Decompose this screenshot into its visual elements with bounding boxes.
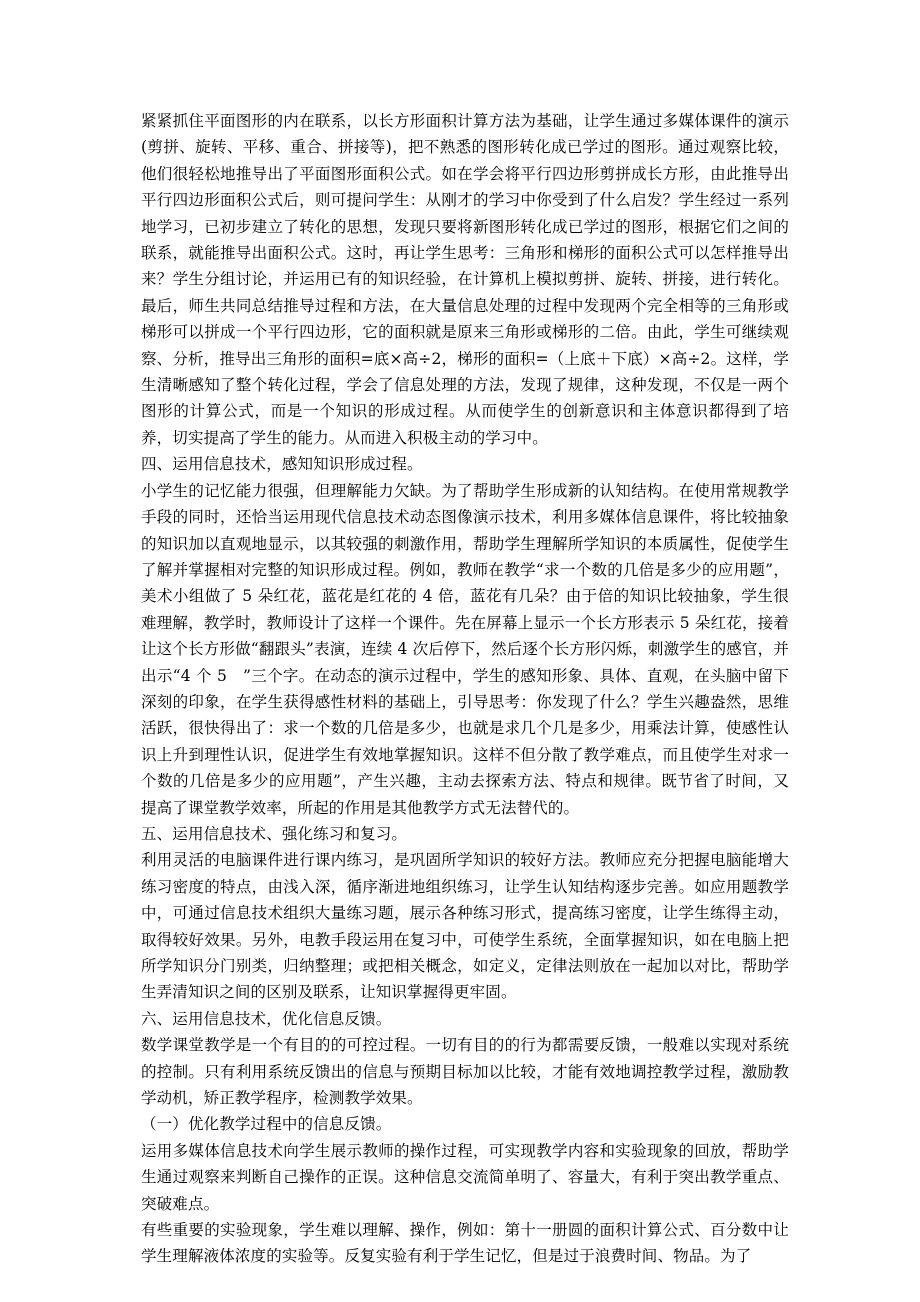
paragraph-experiments: 有些重要的实验现象，学生难以理解、操作，例如：第十一册圆的面积计算公式、百分数中让学生理解液体浓度的实验等。反复实验有利于学生记忆，但是过于浪费时间、物品。为了	[141, 1221, 789, 1266]
section-heading-5: 五、运用信息技术、强化练习和复习。	[141, 824, 408, 843]
paragraph-feedback: 数学课堂教学是一个有目的的可控过程。一切有目的的行为都需要反馈，一般难以实现对系统的控制。只有利用系统反馈出的信息与预期目标加以比较，才能有效地调控教学过程，激励教学动机，矫正教学程序，检测教学效果。	[141, 1036, 789, 1108]
section-heading-6: 六、运用信息技术，优化信息反馈。	[141, 1009, 392, 1028]
paragraph-transformation-method: 紧紧抓住平面图形的内在联系，以长方形面积计算方法为基础，让学生通过多媒体课件的演示 (剪拼、旋转、平移、重合、拼接等)，把不熟悉的图形转化成已学过的图形。通过观察比较，他们很轻松地推导出了平面图形面积公式。如在学会将平行四边形剪拼成长方形，由此推导出平行四边形面积公式后，则可提问学生：从刚才的学习中你受到了什么启发？学生经过一系列地学习，已初步建立了转化的思想，发现只要将新图形转化成已学过的图形，根据它们之间的联系，就能推导出面积公式。这时，再让学生思考：三角形和梯形的面积公式可以怎样推导出来？学生分组讨论，并运用已有的知识经验，在计算机上模拟剪拼、旋转、拼接，进行转化。最后，师生共同总结推导过程和方法，在大量信息处理的过程中发现两个完全相等的三角形或梯形可以拼成一个平行四边形，它的面积就是原来三角形或梯形的二倍。由此，学生可继续观察、分析，推导出三角形的面积=底×高÷2，梯形的面积=（上底＋下底）×高÷2。这样，学生清晰感知了整个转化过程，学会了信息处理的方法，发现了规律，这种发现，不仅是一两个图形的计算公式，而是一个知识的形成过程。从而使学生的创新意识和主体意识都得到了培养，切实提高了学生的能力。从而进入积极主动的学习中。	[141, 112, 789, 447]
subsection-heading-1: （一）优化教学过程中的信息反馈。	[141, 1115, 392, 1134]
paragraph-multimedia-demo: 运用多媒体信息技术向学生展示教师的操作过程，可实现教学内容和实验现象的回放，帮助学生通过观察来判断自己操作的正误。这种信息交流简单明了、容量大，有利于突出教学重点、突破难点。	[141, 1141, 789, 1213]
paragraph-knowledge-formation: 小学生的记忆能力很强，但理解能力欠缺。为了帮助学生形成新的认知结构。在使用常规教学手段的同时，还恰当运用现代信息技术动态图像演示技术，利用多媒体信息课件，将比较抽象的知识加以直观地显示，以其较强的刺激作用，帮助学生理解所学知识的本质属性，促使学生了解并掌握相对完整的知识形成过程。例如，教师在教学“求一个数的几倍是多少的应用题”，美术小组做了 5 朵红花，蓝花是红花的 4 倍，蓝花有几朵？由于倍的知识比较抽象，学生很难理解，教学时，教师设计了这样一个课件。先在屏幕上显示一个长方形表示 5 朵红花，接着让这个长方形做“翻跟头”表演，连续 4 次后停下，然后逐个长方形闪烁，刺激学生的感官，并出示“4 个 5 ”三个字。在动态的演示过程中，学生的感知形象、具体、直观，在头脑中留下深刻的印象，在学生获得感性材料的基础上，引导思考：你发现了什么？学生兴趣盎然，思维活跃，很快得出了：求一个数的几倍是多少，也就是求几个几是多少，用乘法计算，使感性认识上升到理性认识，促进学生有效地掌握知识。这样不但分散了教学难点，而且使学生对求一个数的几倍是多少的应用题”，产生兴趣，主动去探索方法、特点和规律。既节省了时间，又提高了课堂教学效率，所起的作用是其他教学方式无法替代的。	[141, 481, 789, 817]
section-heading-4: 四、运用信息技术，感知知识形成过程。	[141, 455, 423, 474]
paragraph-practice-review: 利用灵活的电脑课件进行课内练习，是巩固所学知识的较好方法。教师应充分把握电脑能增大练习密度的特点，由浅入深，循序渐进地组织练习，让学生认知结构逐步完善。如应用题教学中，可通过信息技术组织大量练习题，展示各种练习形式，提高练习密度，让学生练得主动，取得较好效果。另外，电教手段运用在复习中，可使学生系统，全面掌握知识，如在电脑上把所学知识分门别类，归纳整理；或把相关概念，如定义，定律法则放在一起加以对比，帮助学生弄清知识之间的区别及联系，让知识掌握得更牢固。	[141, 851, 789, 1002]
document-body	[141, 108, 789, 1270]
